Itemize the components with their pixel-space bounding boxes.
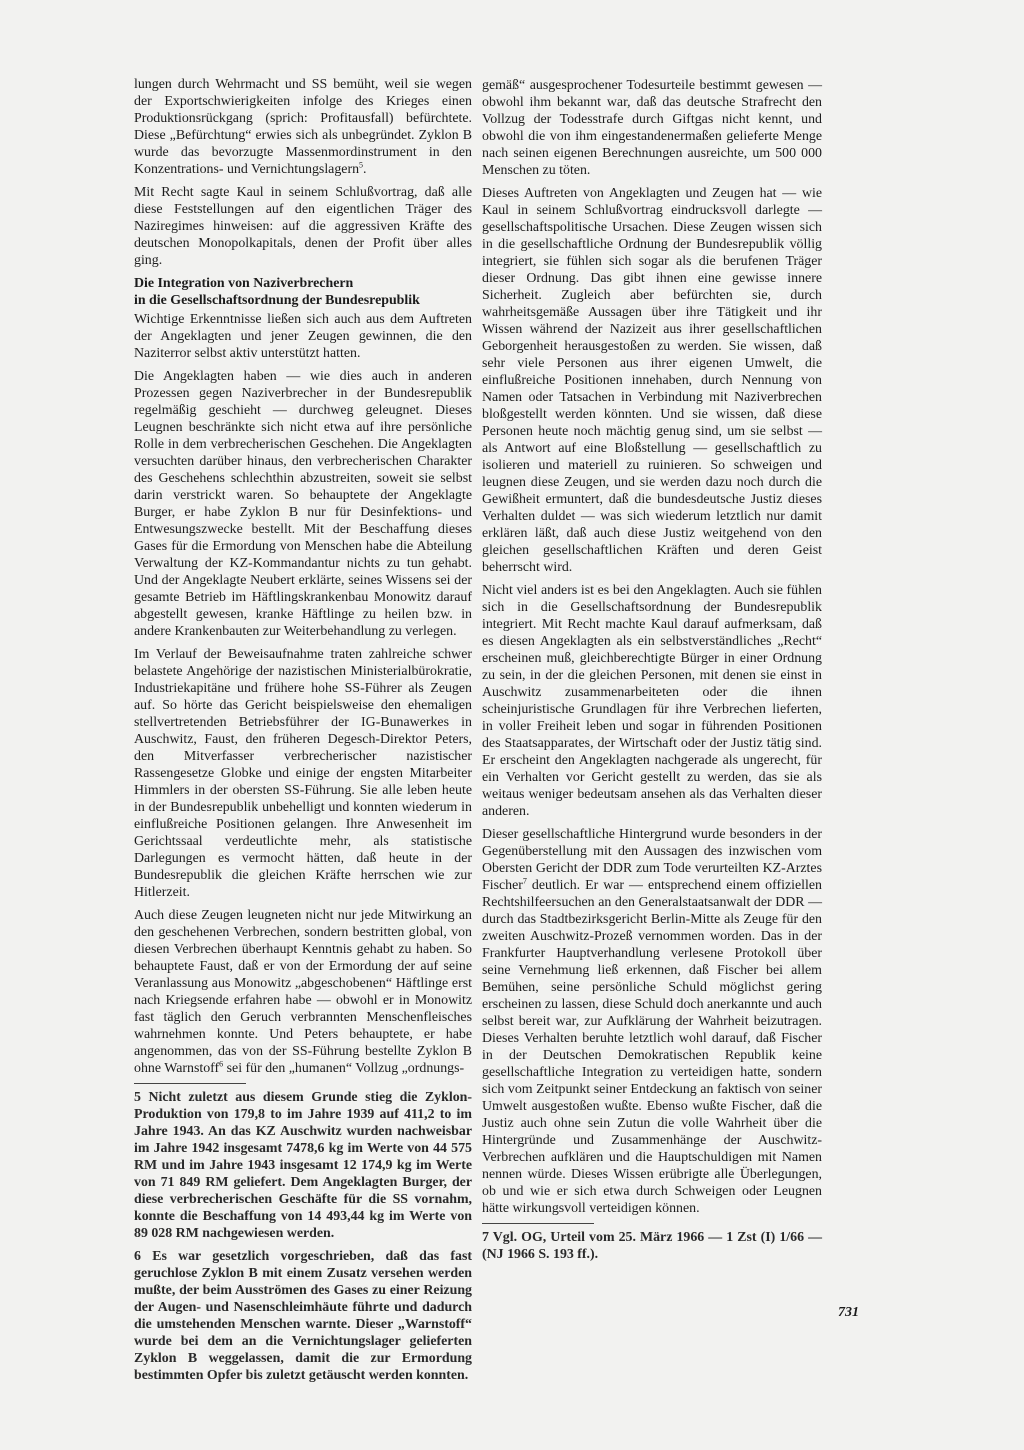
paragraph: Nicht viel anders ist es bei den Angeklagten. Auch sie fühlen sich in die Gesellschaftsordnung der Bundesrepublik integriert. Mit Recht machte Kaul darauf aufmerksam, daß es diesen Angeklagten als ein selbstverständliches „Recht“ erscheinen muß, gleichberechtigte Bürger in einer Ordnung zu sein, in der die gleichen Personen, mit denen sie einst in Auschwitz zusammenarbeiteten oder die ihnen scheinjuristische Grundlagen für ihre Verbrechen lieferten, in voller Freiheit leben und sogar in führenden Positionen des Staatsapparates, der Wirtschaft oder der Justiz tätig sind. Er erscheint den Angeklagten nachgerade als ungerecht, für ein Verhalten vor Gericht gestellt zu werden, das sie als weitaus weniger bedeutsam ansehen als das Verhalten dieser anderen. xyxy=(482,583,822,819)
paragraph: Auch diese Zeugen leugneten nicht nur jede Mitwirkung an den geschehenen Verbrechen, sondern bestritten global, von diesen Verbrechen überhaupt Kenntnis gehabt zu haben. So behauptete Faust, daß er von der Ermordung der auf seine Veranlassung aus Monowitz „abgeschobenen“ Häftlinge erst nach Kriegsende erfahren habe — obwohl er in Monowitz fast täglich den Geruch verbrannten Menschenfleisches wahrnehmen konnte. Und Peters behauptete, er habe angenommen, das von der SS-Führung bestellte Zyklon B ohne Warnstoff$^6$ sei für den „humanen“ Vollzug „ordnungs- xyxy=(134,908,472,1076)
section-heading xyxy=(134,275,472,309)
paragraph: Mit Recht sagte Kaul in seinem Schlußvortrag, daß alle diese Feststellungen auf den eigentlichen Träger des Naziregimes hinweisen: auf die aggressiven Kräfte des deutschen Monopolkapitals, denen der Profit über alles ging. xyxy=(134,185,472,268)
footnote-ref-7: 7 xyxy=(522,876,527,886)
paragraph: Dieser gesellschaftliche Hintergrund wurde besonders in der Gegenüberstellung mit den Aussagen des inzwischen vom Obersten Gericht der DDR zum Tode verurteilten KZ-Arztes Fischer$^7$ deutlich. Er war — entsprechend einem offiziellen Rechtshilfeersuchen an den Generalstaatsanwalt der DDR — durch das Stadtbezirksgericht Berlin-Mitte als Zeuge für den zweiten Auschwitz-Prozeß vernommen worden. Das in der Frankfurter Hauptverhandlung verlesene Protokoll über seine Vernehmung ließ erkennen, daß Fischer bei allem Bemühen, seine persönliche Schuld möglichst gering erscheinen zu lassen, diese Schuld doch anerkannte und auch selbst bereit war, zur Aufklärung der Wahrheit beizutragen. Dieses Verhalten beruhte letztlich wohl darauf, daß Fischer in der Deutschen Demokratischen Republik keine gesellschaftliche Integration zu verteidigen hatte, sondern sich vom Zeitpunkt seiner Entdeckung an faktisch von seiner Umwelt ausgestoßen wußte. Ebenso wußte Fischer, daß die Justiz auch ohne sein Zutun die volle Wahrheit über die Hintergründe und Zusammenhänge der Auschwitz-Verbrechen aufklären und die Hauptschuldigen mit Namen nennen würde. Dieses Wissen erübrigte alle Überlegungen, ob und wie er sich etwa durch Schweigen oder Leugnen hätte wirkungsvoll verteidigen können. xyxy=(482,827,822,1216)
footnote-divider xyxy=(482,1223,594,1224)
left-column xyxy=(134,76,472,1390)
paragraph: lungen durch Wehrmacht und SS bemüht, weil sie wegen der Exportschwierigkeiten infolge des Krieges einen Produktionsrückgang (sprich: Profitausfall) befürchtete. Diese „Befürchtung“ erwies sich als unbegründet. Zyklon B wurde das bevorzugte Massenmordinstrument in den Konzentrations- und Vernichtungslagern$^5$. xyxy=(134,77,472,177)
footnote-7: 7 Vgl. OG, Urteil vom 25. März 1966 — 1 Zst (I) 1/66 — (NJ 1966 S. 193 ff.). xyxy=(482,1230,822,1262)
paragraph: Wichtige Erkenntnisse ließen sich auch aus dem Auftreten der Angeklagten und jener Zeugen gewinnen, die den Naziterror selbst aktiv unterstützt hatten. xyxy=(134,312,472,361)
footnote-ref-6: 6 xyxy=(219,1059,224,1069)
footnote-5: 5 Nicht zuletzt aus diesem Grunde stieg die Zyklon-Produktion von 179,8 to im Jahre 1939 auf 411,2 to im Jahre 1943. An das KZ Auschwitz wurden nachweisbar im Jahre 1942 insgesamt 7478,6 kg im Werte von 44 575 RM und im Jahre 1943 insgesamt 12 174,9 kg im Werte von 71 849 RM geliefert. Dem Angeklagten Burger, der diese verbrecherischen Geschäfte für die SS vornahm, konnte die Beschaffung von 14 493,44 kg im Werte von 89 028 RM nachgewiesen werden. xyxy=(134,1090,472,1241)
section-heading-line2: in die Gesellschaftsordnung der Bundesrepublik xyxy=(134,293,420,308)
page-number: 731 xyxy=(838,1305,859,1320)
paragraph: gemäß“ ausgesprochener Todesurteile bestimmt gewesen — obwohl ihm bekannt war, daß das deutsche Strafrecht den Vollzug der Todesstrafe durch Giftgas nicht kennt, und obwohl die von ihm eingestandenermaßen gelieferte Menge nach seinen eigenen Berechnungen ausreichte, um 500 000 Menschen zu töten. xyxy=(482,78,822,178)
footnote-divider xyxy=(134,1083,246,1084)
section-heading-line1: Die Integration von Naziverbrechern xyxy=(134,276,354,291)
footnote-ref-5: 5 xyxy=(359,160,364,170)
paragraph: Im Verlauf der Beweisaufnahme traten zahlreiche schwer belastete Angehörige der nazistischen Ministerialbürokratie, Industriekapitäne und frühere hohe SS-Führer als Zeugen auf. So hörte das Gericht beispielsweise den ehemaligen stellvertretenden Betriebsführer der IG-Bunawerkes in Auschwitz, Faust, den früheren Degesch-Direktor Peters, den Mitverfasser verbrecherischer nazistischer Rassengesetze Globke und einige der engsten Mitarbeiter Himmlers in der obersten SS-Führung. Sie alle leben heute in der Bundesrepublik unbehelligt und konnten wiederum in einflußreiche Positionen gelangen. Ihre Anwesenheit im Gerichtssaal verdeutlichte mehr, als statistische Darlegungen es vermocht hätten, daß heute in der Bundesrepublik die gleichen Kräfte herrschen wie zur Hitlerzeit. xyxy=(134,647,472,900)
paragraph: Die Angeklagten haben — wie dies auch in anderen Prozessen gegen Naziverbrecher in der Bundesrepublik regelmäßig geschieht — durchweg geleugnet. Dieses Leugnen beschränkte sich nicht etwa auf ihre persönliche Rolle in dem verbrecherischen Geschehen. Die Angeklagten versuchten darüber hinaus, den verbrecherischen Charakter des Geschehens schlechthin abzustreiten, soweit sie selbst darin verstrickt waren. So behauptete der Angeklagte Burger, er habe Zyklon B nur für Desinfektions- und Entwesungszwecke bestellt. Mit der Beschaffung dieses Gases für die Ermordung von Menschen habe die Abteilung Verwaltung der KZ-Kommandantur nichts zu tun gehabt. Und der Angeklagte Neubert erklärte, seines Wissens sei der gesamte Betrieb im Häftlingskrankenbau Monowitz darauf abgestellt gewesen, kranke Häftlinge zu heilen bzw. in andere Krankenbauten zur Weiterbehandlung zu verlegen. xyxy=(134,369,472,639)
footnote-6: 6 Es war gesetzlich vorgeschrieben, daß das fast geruchlose Zyklon B mit einem Zusatz versehen werden mußte, der beim Ausströmen des Gases zu einer Reizung der Augen- und Nasenschleimhäute führte und dadurch die umstehenden Menschen warnte. Dieser „Warnstoff“ wurde bei dem an die Vernichtungslager gelieferten Zyklon B weggelassen, damit die zur Ermordung bestimmten Opfer bis zuletzt getäuscht werden konnten. xyxy=(134,1249,472,1383)
right-column xyxy=(482,77,822,1269)
paragraph: Dieses Auftreten von Angeklagten und Zeugen hat — wie Kaul in seinem Schlußvortrag eindrucksvoll darlegte — gesellschaftspolitische Ursachen. Diese Zeugen wissen sich in die gesellschaftliche Ordnung der Bundesrepublik völlig integriert, sie fühlen sich sogar als die berufenen Träger dieser Ordnung. Das gibt ihnen eine gewisse innere Sicherheit. Zugleich aber befürchten sie, durch wahrheitsgemäße Aussagen über ihre Tätigkeit und ihr Wissen während der Nazizeit aus ihrer gesellschaftlichen Geborgenheit herausgestoßen zu werden. Sie wissen, daß sehr viele Personen aus ihrer eigenen Umwelt, die einflußreiche Positionen innehaben, durch Nennung von Namen oder Tatsachen in Verbindung mit Naziverbrechen bloßgestellt werden könnten. Und sie wissen, daß diese Personen heute noch mächtig genug sind, um sie selbst — als Antwort auf eine Bloßstellung — gesellschaftlich zu isolieren und materiell zu ruinieren. So schweigen und leugnen diese Zeugen, und sie werden dazu noch durch die Gewißheit ermuntert, daß die bundesdeutsche Justiz dieses Verhalten duldet — was sich wiederum letztlich nur damit erklären läßt, daß auch diese Justiz weitgehend von den gleichen gesellschaftlichen Kräften und deren Geist beherrscht wird. xyxy=(482,186,822,575)
